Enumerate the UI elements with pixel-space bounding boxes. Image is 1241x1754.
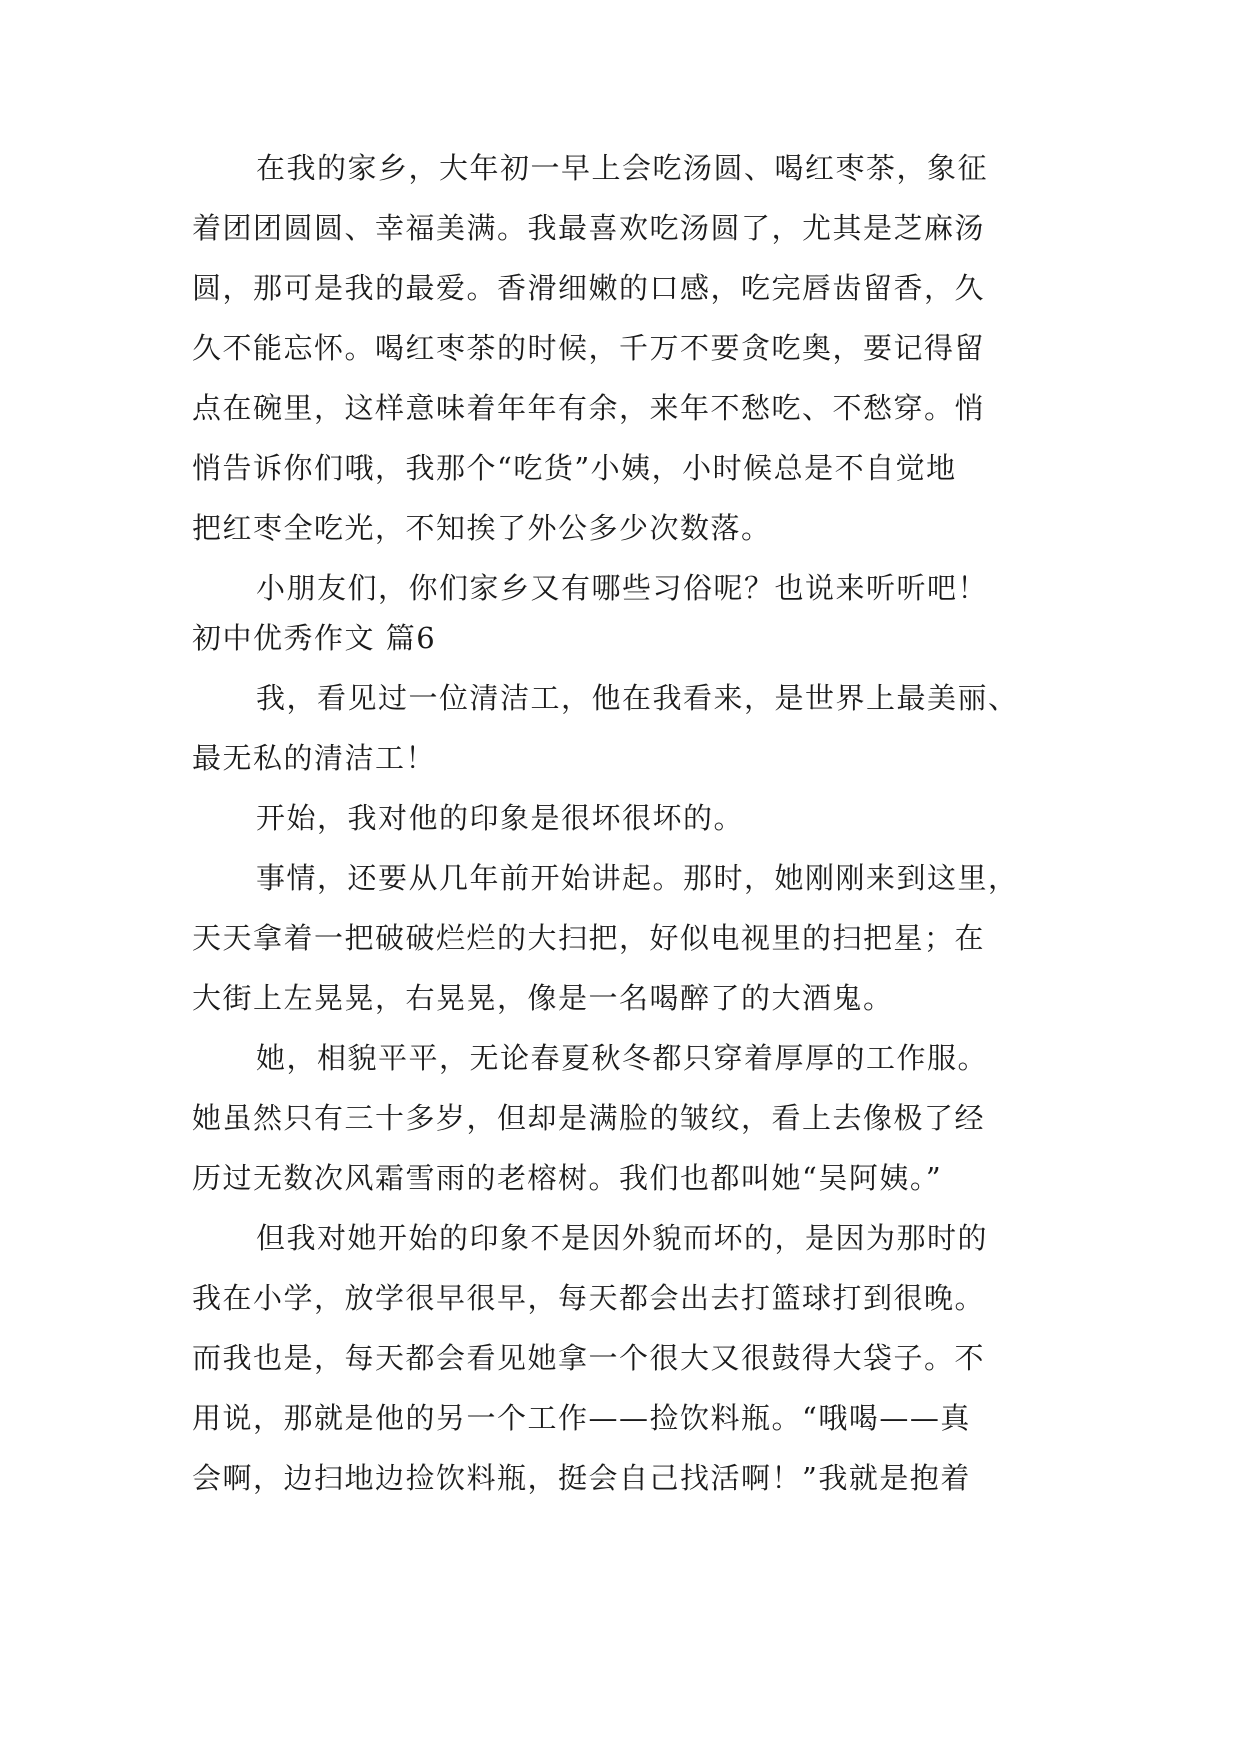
text-line: 她虽然只有三十多岁，但却是满脸的皱纹，看上去像极了经 <box>192 1101 986 1135</box>
text-line: 久不能忘怀。喝红枣茶的时候，千万不要贪吃奥，要记得留 <box>192 331 986 365</box>
text-line: 最无私的清洁工！ <box>192 741 437 775</box>
paragraph-reason <box>192 1208 1072 1508</box>
text-line: 开始，我对他的印象是很坏很坏的。 <box>256 801 745 835</box>
essay-section-1 <box>192 138 1072 618</box>
text-line: 历过无数次风霜雪雨的老榕树。我们也都叫她“吴阿姨。” <box>192 1161 943 1195</box>
text-line: 着团团圆圆、幸福美满。我最喜欢吃汤圆了，尤其是芝麻汤 <box>192 211 986 245</box>
paragraph-first-impression <box>192 788 1072 848</box>
text-line: 点在碗里，这样意味着年年有余，来年不愁吃、不愁穿。悄 <box>192 391 986 425</box>
text-line: 她，相貌平平，无论春夏秋冬都只穿着厚厚的工作服。 <box>256 1041 989 1075</box>
text-line: 事情，还要从几年前开始讲起。那时，她刚刚来到这里， <box>256 861 1019 895</box>
text-line: 悄告诉你们哦，我那个“吃货”小姨，小时候总是不自觉地 <box>192 451 957 485</box>
essay-section-2 <box>192 608 1072 1508</box>
paragraph-intro <box>192 668 1072 788</box>
essay-heading: 初中优秀作文 篇6 <box>192 621 437 655</box>
paragraph-appearance <box>192 1028 1072 1208</box>
text-line: 天天拿着一把破破烂烂的大扫把，好似电视里的扫把星；在 <box>192 921 986 955</box>
text-line: 小朋友们，你们家乡又有哪些习俗呢？也说来听听吧！ <box>256 571 989 605</box>
text-line: 在我的家乡，大年初一早上会吃汤圆、喝红枣茶，象征 <box>256 151 989 185</box>
text-line: 我，看见过一位清洁工，他在我看来，是世界上最美丽、 <box>256 681 1019 715</box>
text-line: 用说，那就是他的另一个工作——捡饮料瓶。“哦喝——真 <box>192 1401 971 1435</box>
text-line: 会啊，边扫地边捡饮料瓶，挺会自己找活啊！”我就是抱着 <box>192 1461 971 1495</box>
text-line: 把红枣全吃光，不知挨了外公多少次数落。 <box>192 511 772 545</box>
text-line: 但我对她开始的印象不是因外貌而坏的，是因为那时的 <box>256 1221 989 1255</box>
text-line: 大街上左晃晃，右晃晃，像是一名喝醉了的大酒鬼。 <box>192 981 894 1015</box>
paragraph-story-start <box>192 848 1072 1028</box>
paragraph-hometown-customs <box>192 138 1072 558</box>
text-line: 我在小学，放学很早很早，每天都会出去打篮球打到很晚。 <box>192 1281 986 1315</box>
text-line: 圆，那可是我的最爱。香滑细嫩的口感，吃完唇齿留香，久 <box>192 271 986 305</box>
text-line: 而我也是，每天都会看见她拿一个很大又很鼓得大袋子。不 <box>192 1341 986 1375</box>
